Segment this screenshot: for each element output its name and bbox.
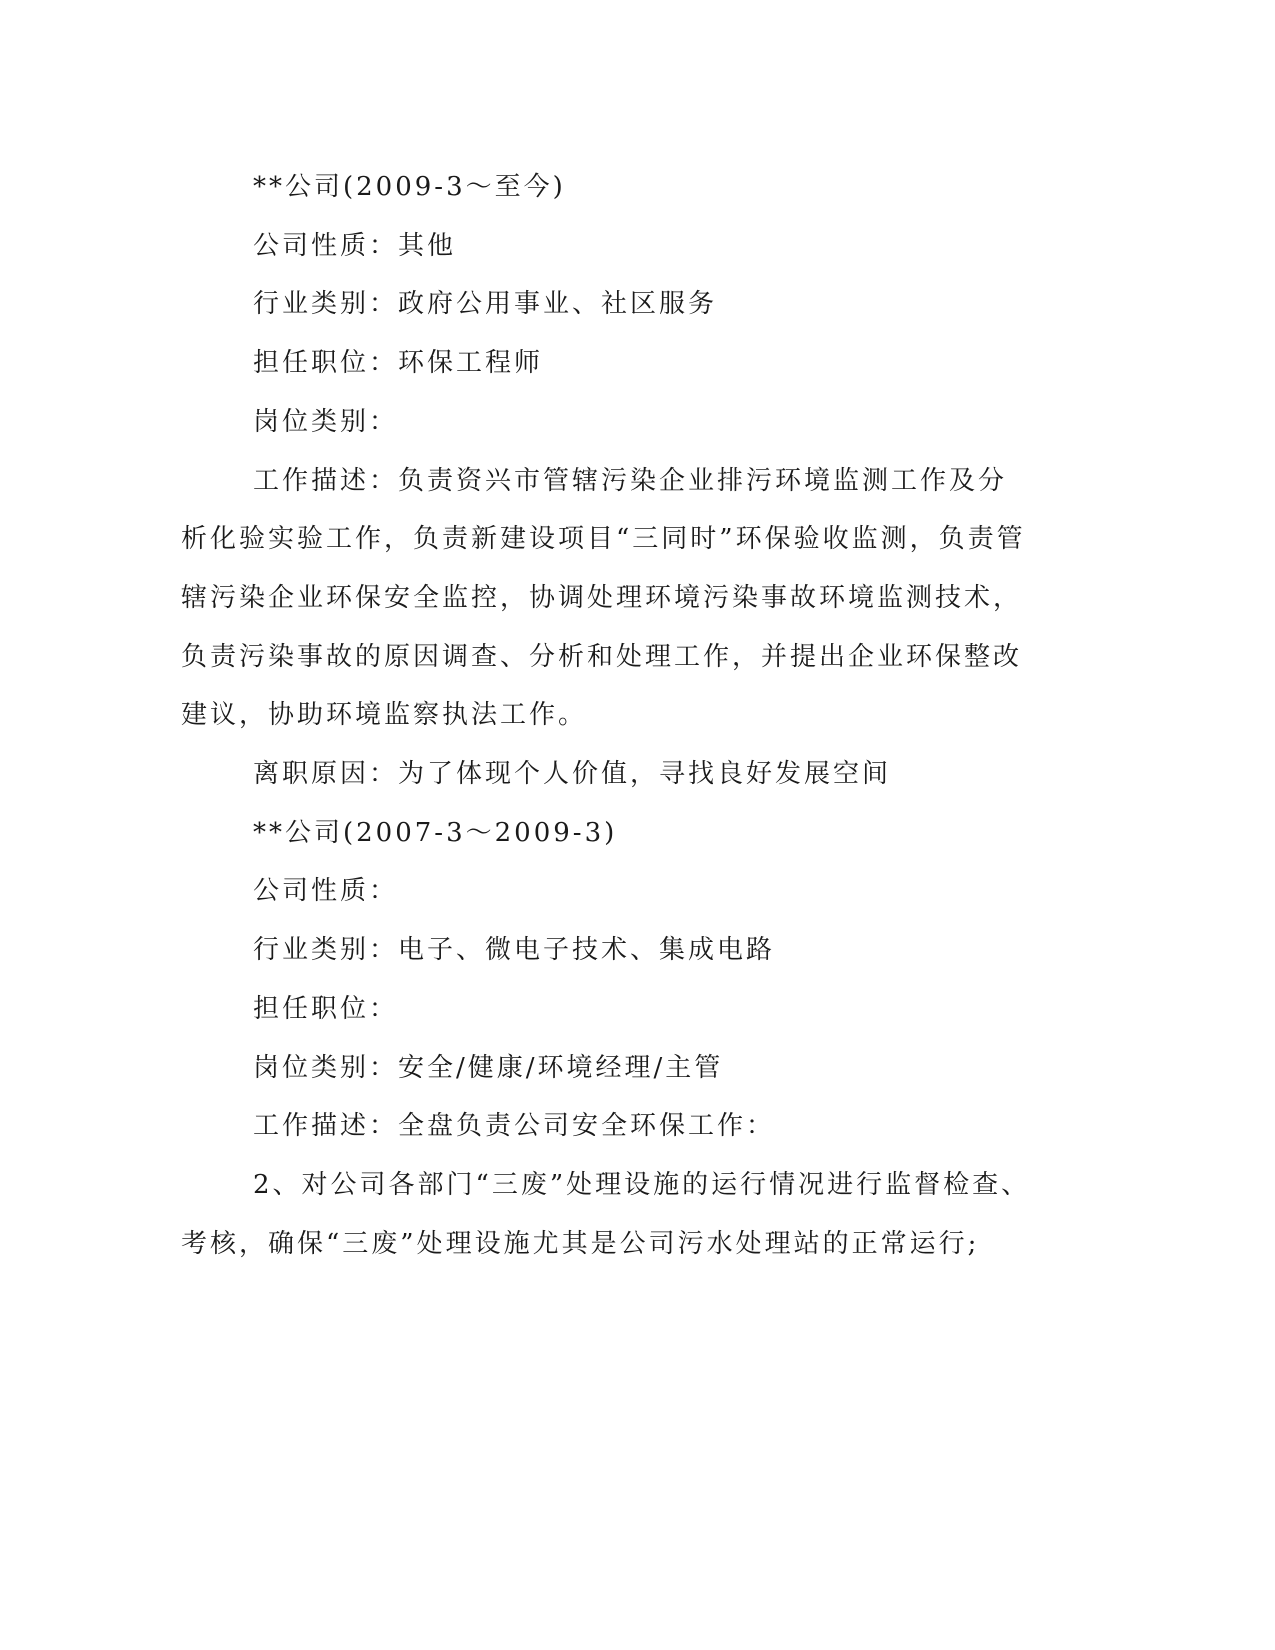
position-2: 担任职位： [253,993,399,1024]
document-body [181,158,1031,1273]
position-1: 担任职位：环保工程师 [253,348,544,379]
job-category-2: 岗位类别：安全/健康/环境经理/主管 [253,1052,724,1083]
job-description-1: 工作描述：负责资兴市管辖污染企业排污环境监测工作及分析化验实验工作，负责新建设项目“三同时”环保验收监测，负责管辖污染企业环保安全监控，协调处理环境污染事故环境监测技术，负责污染事故的原因调查、分析和处理工作，并提出企业环保整改建议，协助环境监察执法工作。 [181,465,1026,731]
job-description-2: 工作描述：全盘负责公司安全环保工作： [253,1111,776,1142]
industry-2: 行业类别：电子、微电子技术、集成电路 [253,935,776,966]
company-heading-2: **公司(2007-3～2009-3) [253,817,618,848]
industry-1: 行业类别：政府公用事业、社区服务 [253,289,718,320]
company-heading-1: **公司(2009-3～至今) [253,172,566,202]
company-type-1: 公司性质：其他 [253,230,457,261]
duty-item-2: 2、对公司各部门“三废”处理设施的运行情况进行监督检查、考核，确保“三废”处理设施尤其是公司污水处理站的正常运行; [181,1169,1031,1259]
job-category-1: 岗位类别： [253,406,399,437]
leave-reason-1: 离职原因：为了体现个人价值，寻找良好发展空间 [253,759,892,790]
company-type-2: 公司性质： [253,876,399,907]
